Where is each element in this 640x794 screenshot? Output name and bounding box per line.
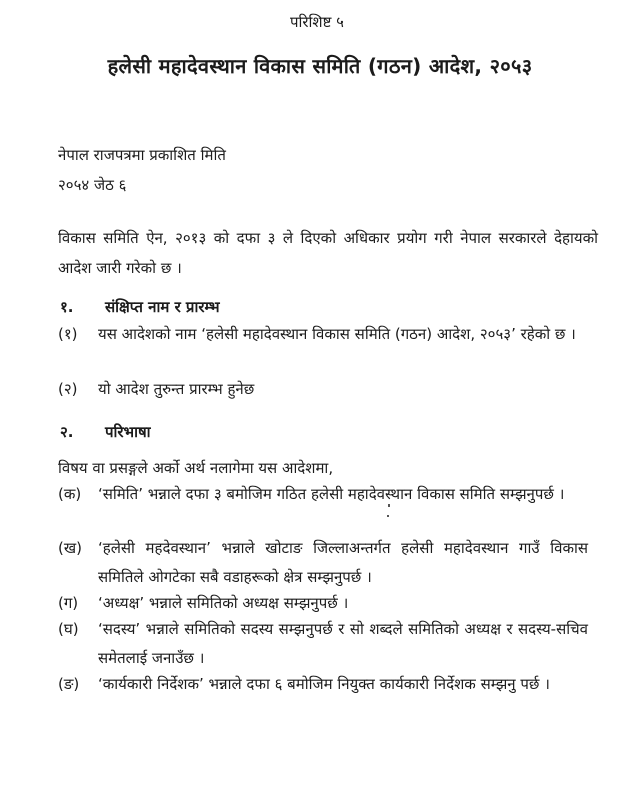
section-heading: परिभाषा	[105, 423, 151, 441]
clause-text: यस आदेशको नाम ‘हलेसी महादेवस्थान विकास समिति (गठन) आदेश, २०५३’ रहेको छ ।	[98, 325, 576, 343]
clause-text: ‘कार्यकारी निर्देशक’ भन्नाले दफा ६ बमोजिम नियुक्त कार्यकारी निर्देशक सम्झनु पर्छ ।	[98, 675, 550, 693]
clause-marker: (ङ)	[58, 675, 80, 693]
section-heading: संक्षिप्त नाम र प्रारम्भ	[105, 298, 220, 316]
section-intro: विषय वा प्रसङ्गले अर्को अर्थ नलागेमा यस आदेशमा,	[58, 459, 334, 477]
scan-speck	[387, 515, 389, 517]
scan-speck	[388, 504, 390, 507]
section-number: २.	[60, 423, 74, 441]
clause-text: ‘अध्यक्ष’ भन्नाले समितिको अध्यक्ष सम्झनुपर्छ ।	[98, 594, 349, 612]
clause-marker: (घ)	[58, 620, 79, 638]
clause-marker: (क)	[58, 485, 82, 503]
preamble-paragraph: विकास समिति ऐन, २०१३ को दफा ३ ले दिएको अधिकार प्रयोग गरी नेपाल सरकारले देहायको आदेश जारी गरेको छ ।	[58, 229, 598, 277]
clause-marker: (ख)	[58, 539, 82, 557]
clause-text: ‘सदस्य’ भन्नाले समितिको सदस्य सम्झनुपर्छ र सो शब्दले समितिको अध्यक्ष र सदस्य-सचिव समेतलाई जनाउँछ ।	[98, 620, 588, 667]
publication-line: नेपाल राजपत्रमा प्रकाशित मिति	[58, 146, 226, 164]
clause-marker: (१)	[58, 325, 78, 343]
clause-text: ‘समिति’ भन्नाले दफा ३ बमोजिम गठित हलेसी महादेवस्थान विकास समिति सम्झनुपर्छ ।	[98, 485, 565, 503]
section-number: १.	[60, 298, 74, 316]
clause-marker: (२)	[58, 380, 78, 398]
publication-date: २०५४ जेठ ६	[58, 176, 127, 194]
page-title: हलेसी महादेवस्थान विकास समिति (गठन) आदेश, २०५३	[107, 54, 533, 78]
clause-marker: (ग)	[58, 594, 79, 612]
appendix-label: परिशिष्ट ५	[290, 13, 344, 31]
clause-text: ‘हलेसी महदेवस्थान’ भन्नाले खोटाङ जिल्लाअन्तर्गत हलेसी महादेवस्थान गाउँ विकास समितिले ओगटेका सबै वडाहरूको क्षेत्र सम्झनुपर्छ ।	[98, 539, 588, 586]
clause-text: यो आदेश तुरुन्त प्रारम्भ हुनेछ	[98, 380, 255, 398]
